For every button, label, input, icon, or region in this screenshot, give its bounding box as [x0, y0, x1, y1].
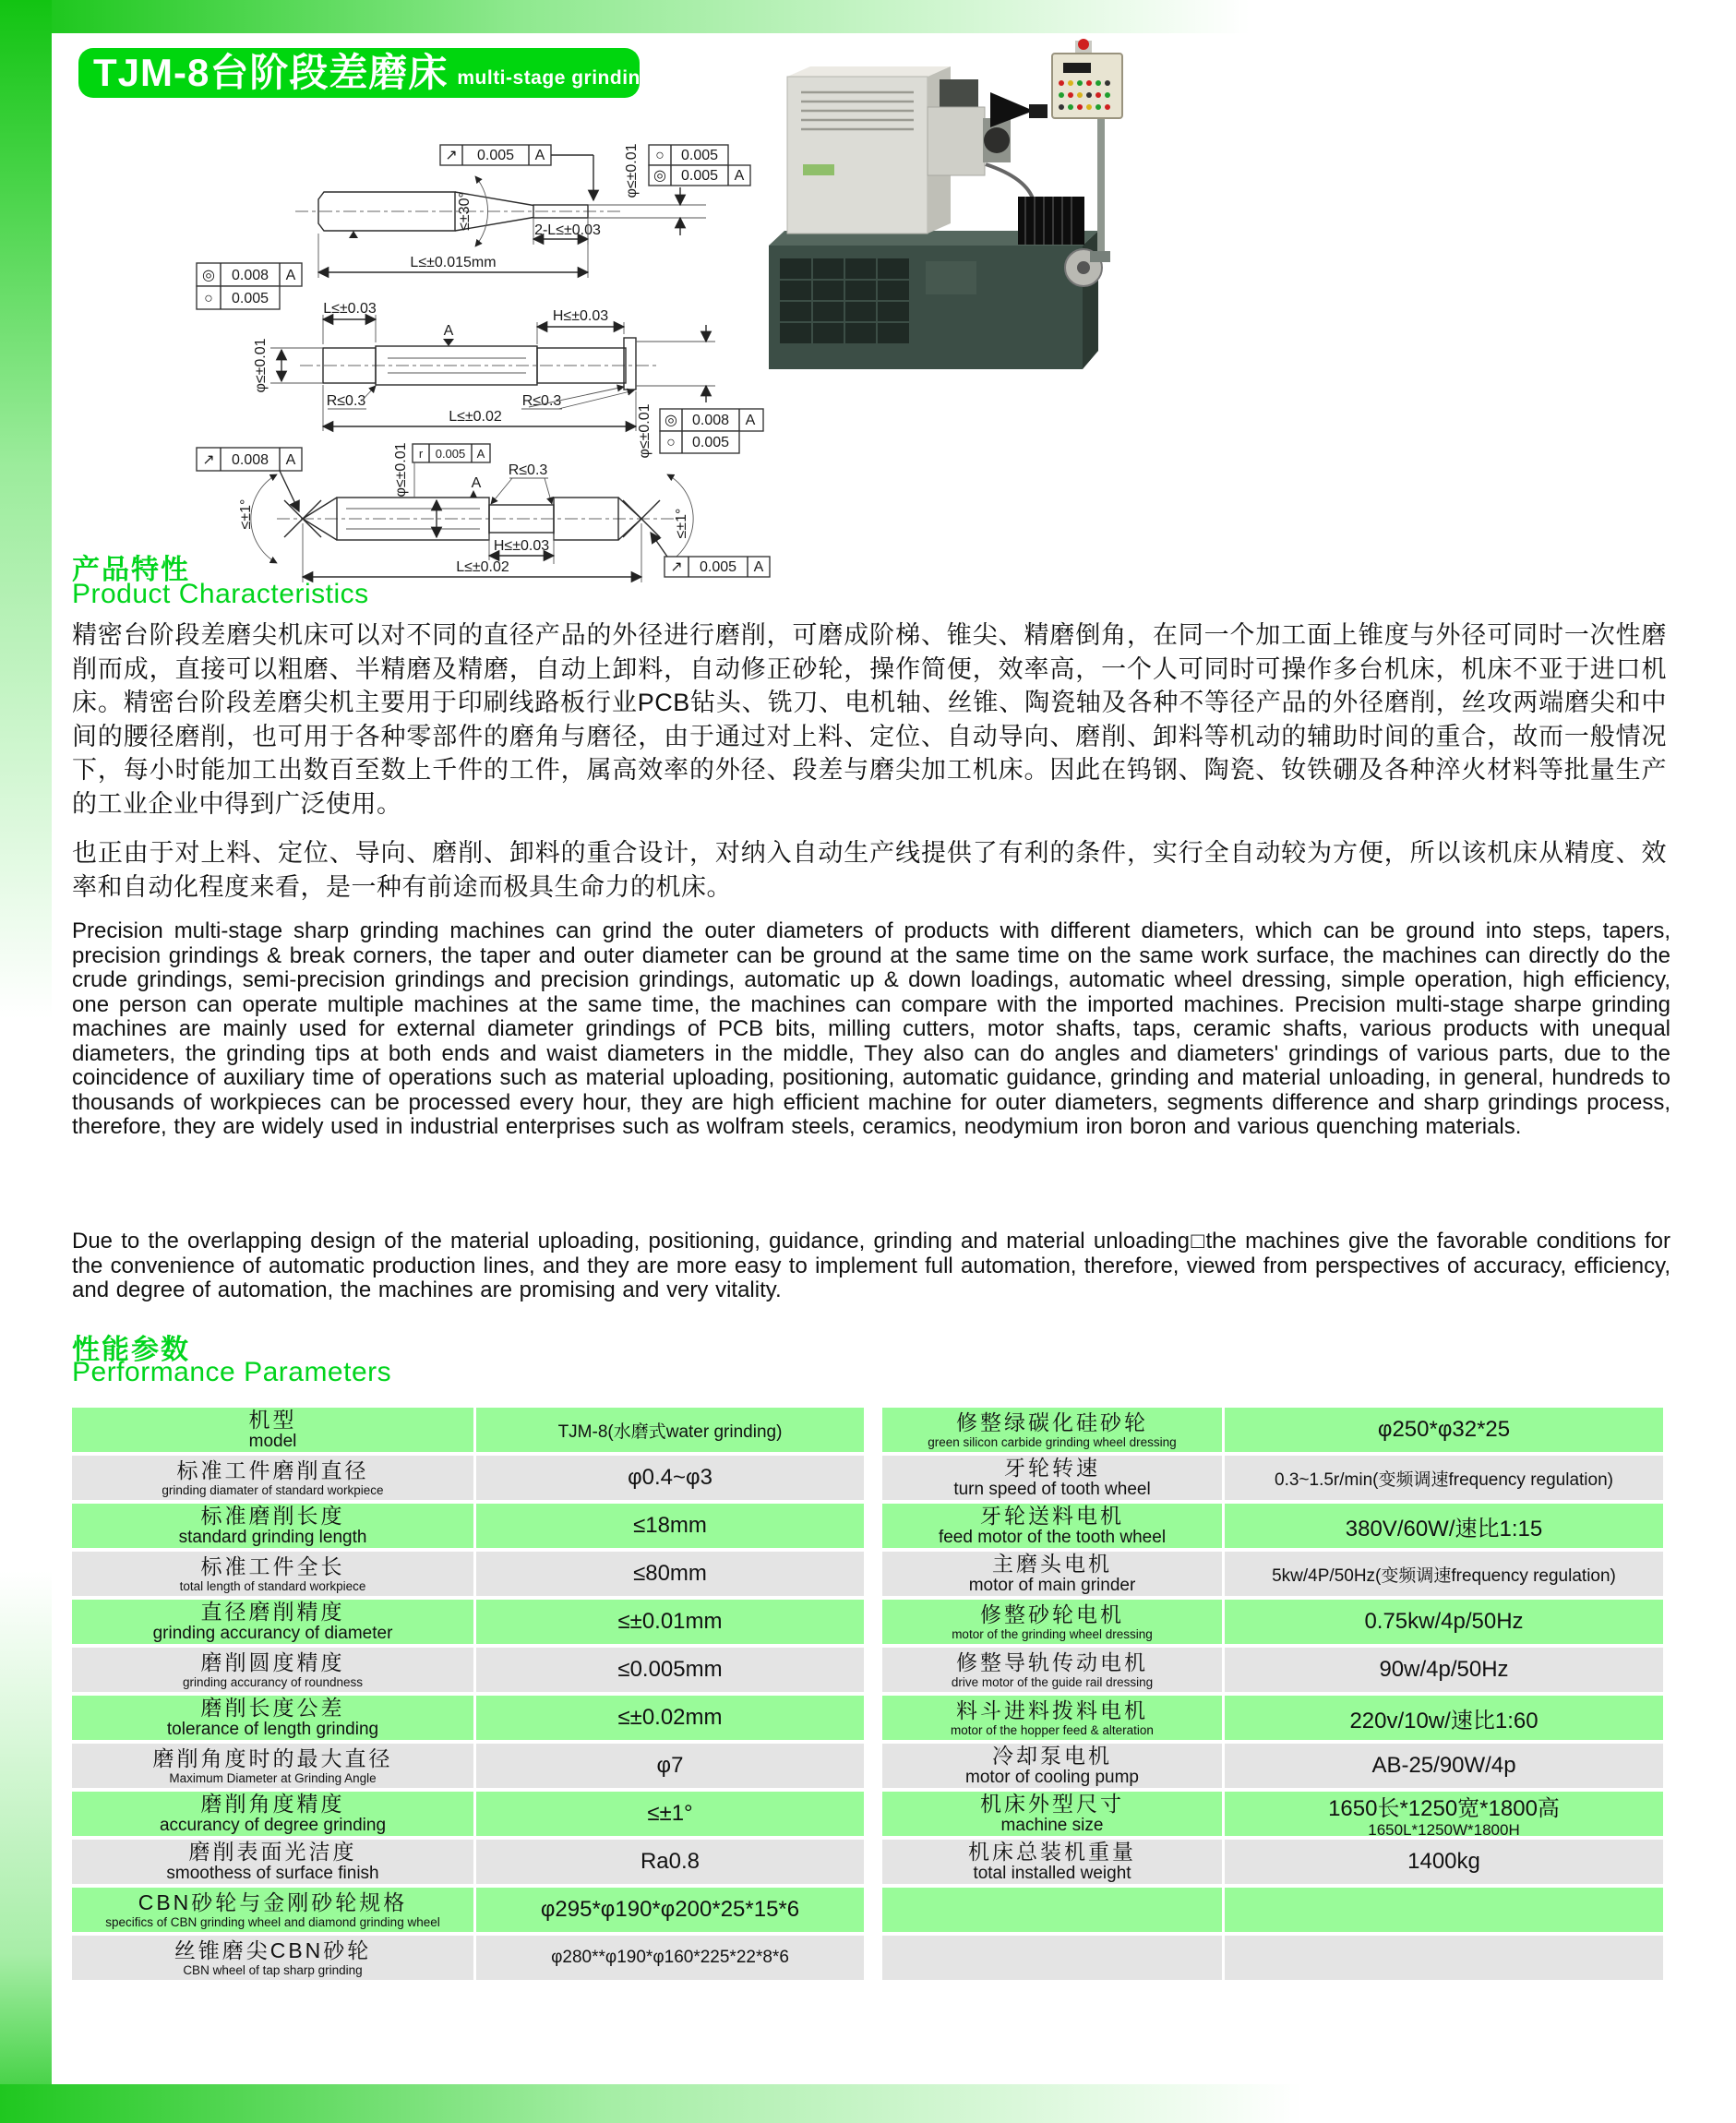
row-label-en: green silicon carbide grinding wheel dressing — [928, 1434, 1177, 1449]
row-label-en: grinding accurancy of diameter — [152, 1624, 393, 1643]
row-label — [72, 1408, 473, 1452]
row-label-zh: 磨削角度精度 — [200, 1792, 345, 1816]
row-label-zh: 磨削表面光洁度 — [188, 1840, 357, 1864]
table-row — [72, 1696, 864, 1740]
svg-text:○: ○ — [655, 148, 664, 163]
table-row — [72, 1504, 864, 1548]
fcf-circularity-mid-right — [660, 431, 739, 453]
row-label — [72, 1648, 473, 1692]
row-value-text: 90w/4p/50Hz — [1379, 1657, 1509, 1682]
row-label-en: grinding diamater of standard workpiece — [162, 1482, 384, 1497]
row-value — [1225, 1744, 1663, 1788]
table-row — [882, 1792, 1663, 1839]
row-label — [72, 1600, 473, 1644]
dim-l015-label: L≤±0.015mm — [410, 255, 497, 270]
page-title: TJM-8台阶段差磨床 — [93, 51, 449, 94]
row-value-text: ≤80mm — [633, 1561, 707, 1586]
row-label-zh: 磨削角度时的最大直径 — [152, 1745, 393, 1770]
row-value-text: TJM-8(水磨式water grinding) — [557, 1421, 783, 1442]
row-value-text: Ra0.8 — [640, 1849, 700, 1874]
table-row — [882, 1936, 1663, 1980]
section-heading-characteristics-en: Product Characteristics — [72, 579, 369, 609]
phi-tol-label: φ≤±0.01 — [253, 338, 269, 393]
row-label — [72, 1744, 473, 1788]
row-label — [882, 1408, 1222, 1452]
row-value — [476, 1456, 864, 1500]
row-value — [476, 1600, 864, 1644]
row-value-text: ≤±1° — [647, 1801, 693, 1826]
row-value-text: 0.3~1.5r/min(变频调速frequency regulation) — [1275, 1469, 1613, 1490]
svg-text:↗: ↗ — [670, 559, 683, 575]
machine-photo-illustration — [755, 26, 1124, 390]
row-value — [476, 1504, 864, 1548]
machine-bellows — [1018, 197, 1084, 245]
parameters-table-left — [72, 1408, 864, 1980]
row-label-zh: 磨削长度公差 — [200, 1696, 345, 1720]
row-label-en: motor of the grinding wheel dressing — [952, 1626, 1153, 1641]
row-value — [1225, 1792, 1663, 1839]
row-value-text: 1400kg — [1407, 1849, 1480, 1874]
row-label-zh: 机床总装机重量 — [968, 1840, 1136, 1864]
svg-text:A: A — [534, 148, 545, 163]
row-label-en: feed motor of the tooth wheel — [938, 1528, 1167, 1547]
paragraph-zh-1: 精密台阶段差磨尖机床可以对不同的直径产品的外径进行磨削，可磨成阶梯、锥尖、精磨倒角，在同一个加工面上锥度与外径可同时一次性磨削而成，直接可以粗磨、半精磨及精磨，自动上卸料，自动修正砂轮，操作简便，效率高，一个人可同时可操作多台机床，机床不亚于进口机床。精密台阶段差磨尖机主要用于印刷线路板行业PCB钻头、铣刀、电机轴、丝锥、陶瓷轴及各种不等径产品的外径磨削，丝攻两端磨尖和中间的腰径磨削，也可用于各种零部件的磨角与磨径，由于通过对上料、定位、自动导向、磨削、卸料等机动的辅助时间的重合，故而一般情况下，每小时能加工出数百至数上千件的工件，属高效率的外径、段差与磨尖加工机床。因此在钨钢、陶瓷、钕铁硼及各种淬火材料等批量生产的工业企业中得到广泛使用。 — [72, 621, 1667, 818]
svg-text:↗: ↗ — [202, 452, 215, 468]
table-row — [72, 1888, 864, 1932]
dim-h03-label: H≤±0.03 — [552, 308, 609, 324]
row-value-text: AB-25/90W/4p — [1371, 1753, 1516, 1778]
row-label-zh: 修整绿碳化硅砂轮 — [956, 1409, 1148, 1434]
row-label — [882, 1552, 1222, 1596]
svg-text:0.005: 0.005 — [680, 148, 719, 163]
table-row — [882, 1648, 1663, 1692]
phi-tol-label: φ≤±0.01 — [637, 403, 652, 459]
row-value-text: 5kw/4P/50Hz(变频调速frequency regulation) — [1272, 1565, 1616, 1586]
row-label-en: accurancy of degree grinding — [159, 1816, 387, 1835]
row-value — [476, 1552, 864, 1596]
svg-text:A: A — [734, 168, 745, 184]
svg-text:0.008: 0.008 — [231, 452, 269, 468]
row-label-zh: 机型 — [248, 1408, 297, 1432]
svg-text:A: A — [753, 559, 764, 575]
paragraph-zh-2: 也正由于对上料、定位、导向、磨削、卸料的重合设计，对纳入自动生产线提供了有利的条件，实行全自动较为方便，所以该机床从精度、效率和自动化程度来看，是一种有前途而极具生命力的机床。 — [72, 839, 1667, 901]
r03-label: R≤0.3 — [521, 393, 562, 409]
svg-text:0.005: 0.005 — [476, 148, 515, 163]
phi-tol-label: φ≤±0.01 — [624, 143, 640, 198]
table-row — [72, 1648, 864, 1692]
row-label — [882, 1600, 1222, 1644]
svg-text:0.005: 0.005 — [231, 291, 269, 306]
table-row — [72, 1552, 864, 1596]
row-label-en: drive motor of the guide rail dressing — [951, 1674, 1154, 1689]
row-value — [1225, 1504, 1663, 1548]
fcf-concentricity-mid-right — [660, 409, 763, 431]
table-row — [882, 1696, 1663, 1740]
row-label — [882, 1744, 1222, 1788]
svg-text:A: A — [285, 452, 296, 468]
row-value-text: 1650长*1250宽*1800高 — [1328, 1795, 1560, 1821]
row-label — [72, 1504, 473, 1548]
row-value — [1225, 1696, 1663, 1740]
datum-a-label: A — [443, 323, 454, 339]
row-value-text: φ280**φ190*φ160*225*22*8*6 — [551, 1948, 789, 1967]
row-value — [1225, 1888, 1663, 1932]
row-value — [1225, 1408, 1663, 1452]
row-label-en: grinding accurancy of roundness — [182, 1674, 364, 1689]
row-value — [476, 1648, 864, 1692]
table-row — [882, 1744, 1663, 1788]
row-value — [1225, 1648, 1663, 1692]
svg-text:0.005: 0.005 — [691, 435, 730, 450]
table-row — [72, 1456, 864, 1500]
row-label-zh: 标准工件全长 — [200, 1553, 345, 1578]
row-label-en: motor of main grinder — [968, 1576, 1136, 1595]
row-label-en: Maximum Diameter at Grinding Angle — [169, 1770, 377, 1785]
row-label — [882, 1456, 1222, 1500]
row-label-en: standard grinding length — [178, 1528, 367, 1547]
row-label — [882, 1504, 1222, 1548]
table-row — [72, 1744, 864, 1788]
svg-text:0.008: 0.008 — [231, 268, 269, 283]
svg-text:A: A — [745, 413, 756, 428]
r03-label: R≤0.3 — [326, 393, 366, 409]
row-label — [882, 1648, 1222, 1692]
parameters-tables — [72, 1408, 1663, 1980]
row-value-text: ≤±0.01mm — [617, 1609, 723, 1634]
svg-text:↗: ↗ — [445, 148, 458, 163]
section-heading-parameters-zh: 性能参数 — [72, 1335, 190, 1365]
phi-tol-label: φ≤±0.01 — [393, 442, 409, 498]
row-value — [476, 1408, 864, 1452]
left-green-gradient — [0, 0, 52, 2123]
parameters-table-right — [882, 1408, 1663, 1980]
row-value-text: φ295*φ190*φ200*25*15*6 — [540, 1897, 800, 1922]
svg-text:◎: ◎ — [202, 268, 215, 283]
row-value — [476, 1888, 864, 1932]
row-value — [476, 1744, 864, 1788]
paragraph-en-2: Due to the overlapping design of the material uploading, positioning, guidance, grinding and material unloading□the machines give the favorable conditions for the convenience of automatic production lines, and they are more easy to implement full automation, therefore, viewed from perspectives of accuracy, efficiency, and degree of automation, the machines are promising and very vitality. — [72, 1229, 1670, 1302]
machine-motor — [940, 79, 978, 107]
row-value — [1225, 1600, 1663, 1644]
row-label-zh: CBN砂轮与金刚砂轮规格 — [138, 1889, 408, 1914]
svg-text:r: r — [418, 447, 424, 461]
row-label-zh: 修整砂轮电机 — [980, 1601, 1124, 1626]
svg-text:0.005: 0.005 — [699, 559, 737, 575]
row-label-zh: 牙轮转速 — [1004, 1456, 1100, 1480]
row-label — [72, 1456, 473, 1500]
row-label-zh: 磨削圆度精度 — [200, 1649, 345, 1674]
row-label — [72, 1840, 473, 1884]
row-value-text: ≤0.005mm — [617, 1657, 723, 1682]
machine-nozzle — [990, 92, 1034, 127]
dim-l02-label: L≤±0.02 — [449, 409, 502, 425]
row-value — [476, 1792, 864, 1836]
table-row — [882, 1552, 1663, 1596]
row-value — [1225, 1840, 1663, 1884]
row-value — [476, 1936, 864, 1980]
table-row — [72, 1600, 864, 1644]
svg-text:0.005: 0.005 — [680, 168, 719, 184]
fcf-runout-top — [440, 145, 593, 200]
row-label-en: tolerance of length grinding — [166, 1720, 379, 1739]
row-label-zh: 冷却泵电机 — [992, 1744, 1112, 1768]
dim-l02-label: L≤±0.02 — [456, 559, 509, 575]
row-label — [72, 1888, 473, 1932]
row-label — [72, 1552, 473, 1596]
row-value-text-2: 1650L*1250W*1800H — [1368, 1820, 1520, 1839]
row-label — [72, 1792, 473, 1836]
dim-2l-label: 2-L≤±0.03 — [534, 222, 601, 238]
row-label-zh: 标准工件磨削直径 — [176, 1457, 369, 1482]
table-row — [72, 1936, 864, 1980]
fcf-runout-bottom-right — [651, 533, 770, 577]
row-value-text: φ250*φ32*25 — [1377, 1417, 1511, 1442]
table-row — [72, 1408, 864, 1452]
row-value-text: ≤18mm — [633, 1513, 707, 1538]
row-label — [882, 1888, 1222, 1932]
fcf-concentricity-top — [649, 165, 750, 186]
svg-text:○: ○ — [204, 291, 213, 306]
page-subtitle: multi-stage grinding machines — [457, 67, 752, 89]
datum-a-label: A — [471, 475, 482, 491]
svg-text:0.008: 0.008 — [691, 413, 730, 428]
section-heading-parameters-en: Performance Parameters — [72, 1357, 392, 1387]
table-row — [882, 1888, 1663, 1932]
panel-pole — [1097, 114, 1105, 253]
table-row — [882, 1456, 1663, 1500]
row-label-en: total length of standard workpiece — [179, 1578, 366, 1593]
row-label — [882, 1840, 1222, 1884]
svg-text:◎: ◎ — [653, 168, 666, 184]
row-label-zh: 直径磨削精度 — [200, 1600, 345, 1624]
row-label-zh: 料斗进料拨料电机 — [956, 1697, 1148, 1722]
machine-head — [928, 107, 985, 175]
emergency-button — [1078, 39, 1089, 50]
row-label-zh: 牙轮送料电机 — [980, 1504, 1124, 1528]
table-row — [882, 1504, 1663, 1548]
svg-text:0.005: 0.005 — [435, 447, 466, 461]
row-value — [476, 1840, 864, 1884]
machine-cabinet — [787, 77, 928, 234]
svg-text:◎: ◎ — [664, 413, 677, 428]
svg-text:A: A — [476, 447, 485, 461]
r03-label: R≤0.3 — [508, 462, 548, 478]
technical-drawing — [69, 97, 772, 593]
fcf-circularity-top — [649, 145, 728, 165]
row-value-text: φ0.4~φ3 — [628, 1465, 712, 1490]
row-label-en: specifics of CBN grinding wheel and diamond grinding wheel — [105, 1914, 440, 1929]
dim-l03-label: L≤±0.03 — [323, 301, 377, 317]
row-label-zh: 修整导轨传动电机 — [956, 1649, 1148, 1674]
row-label-en: machine size — [1000, 1816, 1104, 1835]
row-label-en: turn speed of tooth wheel — [953, 1480, 1151, 1499]
row-value-text: ≤±0.02mm — [617, 1705, 723, 1730]
row-label — [72, 1696, 473, 1740]
row-label — [882, 1936, 1222, 1980]
table-row — [882, 1840, 1663, 1884]
row-value — [1225, 1456, 1663, 1500]
angle-30-label: ≤±30° — [457, 192, 473, 231]
bottom-green-gradient — [0, 2084, 1736, 2123]
svg-text:A: A — [285, 268, 296, 283]
row-label — [882, 1792, 1222, 1836]
row-label-zh: 标准磨削长度 — [200, 1504, 345, 1528]
table-row — [882, 1408, 1663, 1452]
row-value-text: 0.75kw/4p/50Hz — [1364, 1609, 1524, 1634]
row-value — [1225, 1552, 1663, 1596]
row-value-text: φ7 — [656, 1753, 684, 1778]
fcf-circularity-mid — [197, 286, 280, 309]
row-label — [882, 1696, 1222, 1740]
row-label-zh: 丝锥磨尖CBN砂轮 — [174, 1937, 372, 1962]
title-banner — [78, 48, 752, 98]
row-value-text: 380V/60W/速比1:15 — [1345, 1516, 1543, 1541]
row-label-en: smoothess of surface finish — [166, 1864, 379, 1883]
row-label-en: model — [248, 1432, 297, 1451]
row-value-text: 220v/10w/速比1:60 — [1349, 1708, 1538, 1733]
table-row — [72, 1792, 864, 1836]
row-label-zh: 机床外型尺寸 — [980, 1792, 1124, 1816]
row-label — [72, 1936, 473, 1980]
svg-text:○: ○ — [666, 435, 676, 450]
section-heading-characteristics-zh: 产品特性 — [72, 555, 190, 585]
row-label-en: motor of the hopper feed & alteration — [951, 1722, 1154, 1737]
row-label-en: CBN wheel of tap sharp grinding — [183, 1962, 363, 1977]
row-label-zh: 主磨头电机 — [992, 1552, 1112, 1576]
table-row — [882, 1600, 1663, 1644]
angle-1-label: ≤±1° — [238, 498, 254, 530]
row-value — [1225, 1936, 1663, 1980]
paragraph-en-1: Precision multi-stage sharp grinding machines can grind the outer diameters of products with different diameters, which can be ground into steps, tapers, precision grindings & break corners, the taper and outer diameter can be ground at the same time on the same work surface, the machines can directly do the crude grindings, semi-precision grindings and precision grindings, automatic up & down loadings, automatic wheel dressing, simple operation, high efficiency, one person can operate multiple machines at the same time, the machines can compare with the imported machines. Precision multi-stage sharpe grinding machines are mainly used for external diameter grindings of PCB bits, milling cutters, motor shafts, taps, ceramic shafts, various products with unequal diameters, the grinding tips at both ends and waist diameters in the middle, They also can do angles and diameters' grindings of various parts, due to the coincidence of auxiliary time of operations such as material uploading, positioning, automatic guidance, grinding and material unloading, in general, hundreds to thousands of workpieces can be processed every hour, they are high efficient machine for outer diameters, segments difference and sharp grindings process, therefore, they are widely used in industrial enterprises such as wolfram steels, ceramics, neodymium iron boron and various quenching materials. — [72, 918, 1670, 1139]
row-label-en: total installed weight — [973, 1864, 1131, 1883]
table-row — [72, 1840, 864, 1884]
fcf-concentricity-mid — [197, 263, 302, 286]
row-label-en: motor of cooling pump — [965, 1768, 1139, 1787]
datum-triangle — [349, 231, 358, 238]
row-value — [476, 1696, 864, 1740]
angle-1-label: ≤±1° — [674, 508, 689, 539]
dim-h03-label: H≤±0.03 — [493, 538, 550, 554]
